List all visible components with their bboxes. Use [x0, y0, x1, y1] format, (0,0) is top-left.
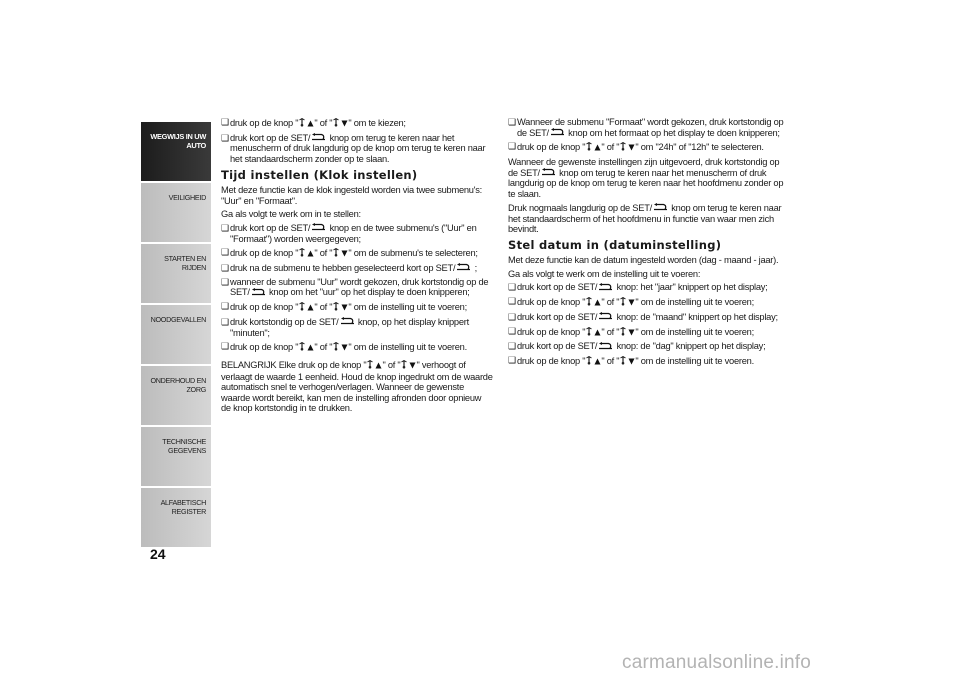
list-item: ❑ druk op de knop " " of " " om de instelling uit te voeren. [221, 341, 467, 353]
up-button-icon [298, 247, 314, 260]
chapter-index [141, 120, 211, 547]
up-button-icon [298, 341, 314, 354]
down-button-icon [400, 359, 416, 372]
down-button-icon [332, 301, 348, 314]
chapter-tab-onderhoud[interactable] [141, 364, 211, 425]
chapter-tab-label: STARTEN EN RIJDEN [164, 254, 206, 272]
paragraph: Ga als volgt te werk om de instelling uit te voeren: [508, 268, 701, 279]
list-item: ❑ druk op de knop " " of " " om te kiezen; [221, 117, 406, 128]
list-item: ❑ druk na de submenu te hebben geselecteerd kort op SET/ ; [221, 263, 477, 274]
set-return-icon [250, 288, 267, 299]
left-column [221, 117, 493, 417]
list-item: ❑ druk kort op de SET/ knop: de "dag" knippert op het display; [508, 341, 766, 352]
list-item: ❑ druk op de knop " " of " " om de instelling uit te voeren; [221, 301, 467, 313]
list-item: ❑ druk kort op de SET/ knop om terug te keren naar het menuscherm of druk langdurig op de knop om terug te keren naar het standaardscherm zonder op te slaan. [221, 132, 486, 165]
list-item: ❑ druk op de knop " " of " " om "24h" of "12h" te selecteren. [508, 141, 764, 153]
list-item: ❑ druk op de knop " " of " " om de instelling uit te voeren. [508, 355, 754, 366]
up-button-icon [298, 117, 314, 130]
chapter-tab-label: VEILIGHEID [168, 193, 206, 202]
up-button-icon [585, 355, 601, 368]
list-item: ❑ druk kort op de SET/ knop: het "jaar" knippert op het display; [508, 282, 768, 293]
chapter-tab-veiligheid[interactable] [141, 181, 211, 242]
paragraph: Met deze functie kan de datum ingesteld worden (dag - maand - jaar). [508, 255, 779, 266]
list-item: ❑ druk kort op de SET/ knop: de "maand" knippert op het display; [508, 311, 778, 322]
right-column [508, 117, 786, 371]
chapter-tab-noodgevallen[interactable] [141, 303, 211, 364]
chapter-tab-label: WEGWIJS IN UW AUTO [150, 132, 206, 150]
down-button-icon [332, 117, 348, 130]
set-return-icon [310, 133, 327, 144]
chapter-tab-label: ONDERHOUD EN ZORG [150, 376, 206, 394]
down-button-icon [332, 247, 348, 260]
set-return-icon [597, 312, 614, 323]
set-return-icon [597, 283, 614, 294]
list-item: ❑ druk kort op de SET/ knop en de twee submenu's ("Uur" en "Formaat") worden weergegeven; [221, 223, 477, 244]
list-item: ❑ druk op de knop " " of " " om de instelling uit te voeren; [508, 296, 754, 308]
watermark: carmanualsonline.info [622, 652, 812, 673]
down-button-icon [332, 341, 348, 354]
down-button-icon [619, 326, 635, 339]
up-button-icon [585, 296, 601, 309]
down-button-icon [619, 355, 635, 368]
set-return-icon [455, 263, 472, 274]
down-button-icon [619, 296, 635, 309]
set-return-icon [540, 168, 557, 179]
important-note: BELANGRIJK Elke druk op de knop " " of " " verhoogt of verlaagt de waarde 1 eenheid. Houd de knop ingedrukt om de waarde automatisch snel te verhogen/verlagen. Wanneer de gewenste waarde wordt bereikt, kan men de instelling afronden door opnieuw de knop kortstondig in te drukken. [221, 359, 493, 414]
paragraph: Druk nogmaals langdurig op de SET/ knop om terug te keren naar het standaardscherm of het hoofdmenu in functie van waar men zich bevindt. [508, 202, 782, 235]
paragraph: Met deze functie kan de klok ingesteld worden via twee submenu's: "Uur" en "Formaat". [221, 185, 482, 206]
list-item: ❑ druk op de knop " " of " " om de submenu's te selecteren; [221, 247, 478, 259]
up-button-icon [585, 326, 601, 339]
list-item: ❑ wanneer de submenu "Uur" wordt gekozen, druk kortstondig op de SET/ knop om het "uur" op het display te doen knipperen; [221, 276, 489, 298]
chapter-tab-label: ALFABETISCH REGISTER [160, 498, 206, 516]
chapter-tab-alfabetisch[interactable] [141, 486, 211, 547]
section-heading-tijd: Tijd instellen (Klok instellen) [221, 167, 418, 182]
up-button-icon [366, 359, 382, 372]
set-return-icon [310, 223, 327, 234]
paragraph: Wanneer de gewenste instellingen zijn uitgevoerd, druk kortstondig op de SET/ knop om terug te keren naar het menuscherm of druk langdurig op de knop om terug te keren naar het hoofdmenu zonder op te slaan. [508, 157, 784, 200]
chapter-tab-label: TECHNISCHE GEGEVENS [162, 437, 206, 455]
section-heading-datum: Stel datum in (datuminstelling) [508, 237, 722, 252]
set-return-icon [652, 203, 669, 214]
paragraph: Ga als volgt te werk om in te stellen: [221, 209, 361, 220]
down-button-icon [619, 141, 635, 154]
list-item: ❑ druk kortstondig op de SET/ knop, op het display knippert "minuten"; [221, 316, 469, 338]
up-button-icon [298, 301, 314, 314]
list-item: ❑ druk op de knop " " of " " om de instelling uit te voeren; [508, 325, 754, 337]
set-return-icon [339, 317, 356, 328]
up-button-icon [585, 141, 601, 154]
page-number: 24 [150, 546, 166, 562]
chapter-tab-starten[interactable] [141, 242, 211, 303]
chapter-tab-label: NOODGEVALLEN [150, 315, 206, 324]
set-return-icon [597, 342, 614, 353]
chapter-tab-wegwijs[interactable] [141, 120, 211, 181]
chapter-tab-technische[interactable] [141, 425, 211, 486]
list-item: ❑ Wanneer de submenu "Formaat" wordt gekozen, druk kortstondig op de SET/ knop om het formaat op het display te doen knipperen; [508, 117, 784, 138]
set-return-icon [549, 128, 566, 139]
